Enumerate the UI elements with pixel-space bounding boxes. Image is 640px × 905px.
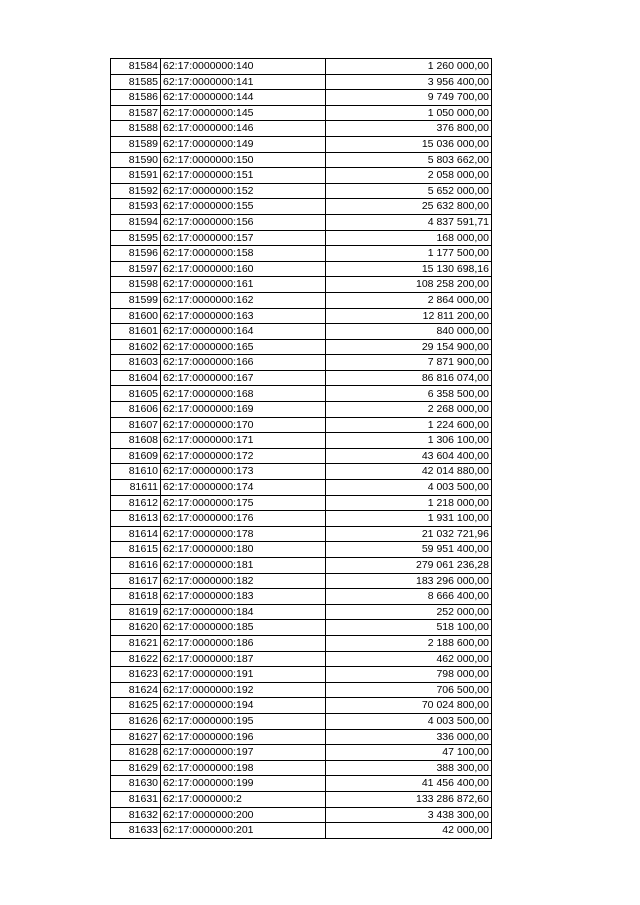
cadastral-number-cell: 62:17:0000000:198 [161,760,326,776]
value-cell: 25 632 800,00 [326,199,492,215]
table-row [111,542,492,558]
row-id-cell: 81620 [111,620,161,636]
table-row [111,433,492,449]
table-row [111,199,492,215]
table-row [111,807,492,823]
row-id-cell: 81616 [111,558,161,574]
row-id-cell: 81605 [111,386,161,402]
row-id-cell: 81624 [111,682,161,698]
row-id-cell: 81631 [111,791,161,807]
row-id-cell: 81593 [111,199,161,215]
value-cell: 7 871 900,00 [326,355,492,371]
row-id-cell: 81594 [111,214,161,230]
document-page [110,58,492,839]
table-row [111,480,492,496]
table-row [111,667,492,683]
cadastral-number-cell: 62:17:0000000:197 [161,745,326,761]
table-row [111,136,492,152]
table-row [111,589,492,605]
cadastral-number-cell: 62:17:0000000:176 [161,511,326,527]
value-cell: 2 268 000,00 [326,402,492,418]
row-id-cell: 81618 [111,589,161,605]
value-cell: 1 260 000,00 [326,59,492,75]
cadastral-number-cell: 62:17:0000000:144 [161,90,326,106]
value-cell: 70 024 800,00 [326,698,492,714]
table-row [111,573,492,589]
cadastral-number-cell: 62:17:0000000:186 [161,635,326,651]
cadastral-number-cell: 62:17:0000000:164 [161,324,326,340]
row-id-cell: 81613 [111,511,161,527]
row-id-cell: 81609 [111,448,161,464]
cadastral-number-cell: 62:17:0000000:196 [161,729,326,745]
value-cell: 1 306 100,00 [326,433,492,449]
table-row [111,261,492,277]
row-id-cell: 81587 [111,105,161,121]
table-row [111,745,492,761]
row-id-cell: 81633 [111,823,161,839]
table-row [111,121,492,137]
row-id-cell: 81600 [111,308,161,324]
value-cell: 168 000,00 [326,230,492,246]
value-cell: 42 014 880,00 [326,464,492,480]
cadastral-number-cell: 62:17:0000000:163 [161,308,326,324]
cadastral-number-cell: 62:17:0000000:172 [161,448,326,464]
value-cell: 1 050 000,00 [326,105,492,121]
row-id-cell: 81596 [111,246,161,262]
value-cell: 8 666 400,00 [326,589,492,605]
cadastral-number-cell: 62:17:0000000:169 [161,402,326,418]
cadastral-number-cell: 62:17:0000000:165 [161,339,326,355]
row-id-cell: 81622 [111,651,161,667]
cadastral-value-table [110,58,492,839]
cadastral-number-cell: 62:17:0000000:175 [161,495,326,511]
row-id-cell: 81629 [111,760,161,776]
table-row [111,604,492,620]
value-cell: 47 100,00 [326,745,492,761]
row-id-cell: 81614 [111,526,161,542]
table-row [111,791,492,807]
value-cell: 840 000,00 [326,324,492,340]
table-row [111,355,492,371]
table-row [111,729,492,745]
row-id-cell: 81625 [111,698,161,714]
value-cell: 4 837 591,71 [326,214,492,230]
value-cell: 336 000,00 [326,729,492,745]
value-cell: 376 800,00 [326,121,492,137]
value-cell: 43 604 400,00 [326,448,492,464]
cadastral-number-cell: 62:17:0000000:182 [161,573,326,589]
cadastral-number-cell: 62:17:0000000:152 [161,183,326,199]
table-row [111,526,492,542]
table-row [111,292,492,308]
cadastral-number-cell: 62:17:0000000:157 [161,230,326,246]
row-id-cell: 81601 [111,324,161,340]
cadastral-number-cell: 62:17:0000000:166 [161,355,326,371]
cadastral-number-cell: 62:17:0000000:201 [161,823,326,839]
value-cell: 252 000,00 [326,604,492,620]
table-row [111,682,492,698]
table-row [111,152,492,168]
table-row [111,464,492,480]
value-cell: 133 286 872,60 [326,791,492,807]
value-cell: 279 061 236,28 [326,558,492,574]
row-id-cell: 81630 [111,776,161,792]
row-id-cell: 81626 [111,713,161,729]
value-cell: 1 177 500,00 [326,246,492,262]
table-row [111,776,492,792]
value-cell: 108 258 200,00 [326,277,492,293]
table-row [111,246,492,262]
cadastral-number-cell: 62:17:0000000:167 [161,370,326,386]
row-id-cell: 81627 [111,729,161,745]
cadastral-number-cell: 62:17:0000000:191 [161,667,326,683]
table-row [111,760,492,776]
table-row [111,386,492,402]
row-id-cell: 81611 [111,480,161,496]
table-row [111,823,492,839]
cadastral-number-cell: 62:17:0000000:195 [161,713,326,729]
cadastral-number-cell: 62:17:0000000:141 [161,74,326,90]
value-cell: 29 154 900,00 [326,339,492,355]
row-id-cell: 81586 [111,90,161,106]
cadastral-number-cell: 62:17:0000000:2 [161,791,326,807]
row-id-cell: 81628 [111,745,161,761]
cadastral-number-cell: 62:17:0000000:178 [161,526,326,542]
table-body [111,59,492,839]
cadastral-number-cell: 62:17:0000000:149 [161,136,326,152]
value-cell: 2 864 000,00 [326,292,492,308]
cadastral-number-cell: 62:17:0000000:140 [161,59,326,75]
table-row [111,558,492,574]
value-cell: 798 000,00 [326,667,492,683]
cadastral-number-cell: 62:17:0000000:185 [161,620,326,636]
value-cell: 12 811 200,00 [326,308,492,324]
value-cell: 3 438 300,00 [326,807,492,823]
cadastral-number-cell: 62:17:0000000:162 [161,292,326,308]
table-row [111,339,492,355]
cadastral-number-cell: 62:17:0000000:184 [161,604,326,620]
table-row [111,511,492,527]
row-id-cell: 81599 [111,292,161,308]
cadastral-number-cell: 62:17:0000000:199 [161,776,326,792]
cadastral-number-cell: 62:17:0000000:151 [161,168,326,184]
value-cell: 1 224 600,00 [326,417,492,433]
row-id-cell: 81617 [111,573,161,589]
table-row [111,308,492,324]
cadastral-number-cell: 62:17:0000000:187 [161,651,326,667]
cadastral-number-cell: 62:17:0000000:146 [161,121,326,137]
cadastral-number-cell: 62:17:0000000:155 [161,199,326,215]
cadastral-number-cell: 62:17:0000000:174 [161,480,326,496]
cadastral-number-cell: 62:17:0000000:173 [161,464,326,480]
cadastral-number-cell: 62:17:0000000:145 [161,105,326,121]
table-row [111,230,492,246]
cadastral-number-cell: 62:17:0000000:194 [161,698,326,714]
cadastral-number-cell: 62:17:0000000:150 [161,152,326,168]
row-id-cell: 81619 [111,604,161,620]
table-row [111,214,492,230]
value-cell: 86 816 074,00 [326,370,492,386]
row-id-cell: 81588 [111,121,161,137]
cadastral-number-cell: 62:17:0000000:200 [161,807,326,823]
row-id-cell: 81606 [111,402,161,418]
value-cell: 41 456 400,00 [326,776,492,792]
table-row [111,698,492,714]
cadastral-number-cell: 62:17:0000000:180 [161,542,326,558]
cadastral-number-cell: 62:17:0000000:183 [161,589,326,605]
row-id-cell: 81623 [111,667,161,683]
table-row [111,635,492,651]
row-id-cell: 81592 [111,183,161,199]
table-row [111,324,492,340]
row-id-cell: 81604 [111,370,161,386]
row-id-cell: 81590 [111,152,161,168]
value-cell: 15 036 000,00 [326,136,492,152]
value-cell: 462 000,00 [326,651,492,667]
cadastral-number-cell: 62:17:0000000:161 [161,277,326,293]
value-cell: 1 931 100,00 [326,511,492,527]
table-row [111,402,492,418]
row-id-cell: 81597 [111,261,161,277]
value-cell: 2 058 000,00 [326,168,492,184]
value-cell: 5 652 000,00 [326,183,492,199]
cadastral-number-cell: 62:17:0000000:171 [161,433,326,449]
row-id-cell: 81607 [111,417,161,433]
table-row [111,168,492,184]
value-cell: 518 100,00 [326,620,492,636]
table-row [111,90,492,106]
table-row [111,713,492,729]
row-id-cell: 81598 [111,277,161,293]
row-id-cell: 81585 [111,74,161,90]
value-cell: 183 296 000,00 [326,573,492,589]
row-id-cell: 81615 [111,542,161,558]
value-cell: 388 300,00 [326,760,492,776]
cadastral-number-cell: 62:17:0000000:160 [161,261,326,277]
table-row [111,74,492,90]
row-id-cell: 81591 [111,168,161,184]
row-id-cell: 81595 [111,230,161,246]
cadastral-number-cell: 62:17:0000000:158 [161,246,326,262]
row-id-cell: 81603 [111,355,161,371]
row-id-cell: 81612 [111,495,161,511]
table-row [111,183,492,199]
value-cell: 15 130 698,16 [326,261,492,277]
cadastral-number-cell: 62:17:0000000:170 [161,417,326,433]
value-cell: 4 003 500,00 [326,713,492,729]
value-cell: 21 032 721,96 [326,526,492,542]
table-row [111,495,492,511]
cadastral-number-cell: 62:17:0000000:168 [161,386,326,402]
row-id-cell: 81589 [111,136,161,152]
table-row [111,448,492,464]
value-cell: 706 500,00 [326,682,492,698]
cadastral-number-cell: 62:17:0000000:156 [161,214,326,230]
value-cell: 4 003 500,00 [326,480,492,496]
value-cell: 1 218 000,00 [326,495,492,511]
value-cell: 3 956 400,00 [326,74,492,90]
cadastral-number-cell: 62:17:0000000:192 [161,682,326,698]
table-row [111,370,492,386]
row-id-cell: 81621 [111,635,161,651]
value-cell: 5 803 662,00 [326,152,492,168]
table-row [111,105,492,121]
value-cell: 6 358 500,00 [326,386,492,402]
row-id-cell: 81584 [111,59,161,75]
row-id-cell: 81602 [111,339,161,355]
table-row [111,417,492,433]
value-cell: 9 749 700,00 [326,90,492,106]
table-row [111,651,492,667]
row-id-cell: 81608 [111,433,161,449]
table-row [111,620,492,636]
value-cell: 2 188 600,00 [326,635,492,651]
row-id-cell: 81610 [111,464,161,480]
row-id-cell: 81632 [111,807,161,823]
cadastral-number-cell: 62:17:0000000:181 [161,558,326,574]
value-cell: 59 951 400,00 [326,542,492,558]
table-row [111,277,492,293]
table-row [111,59,492,75]
value-cell: 42 000,00 [326,823,492,839]
